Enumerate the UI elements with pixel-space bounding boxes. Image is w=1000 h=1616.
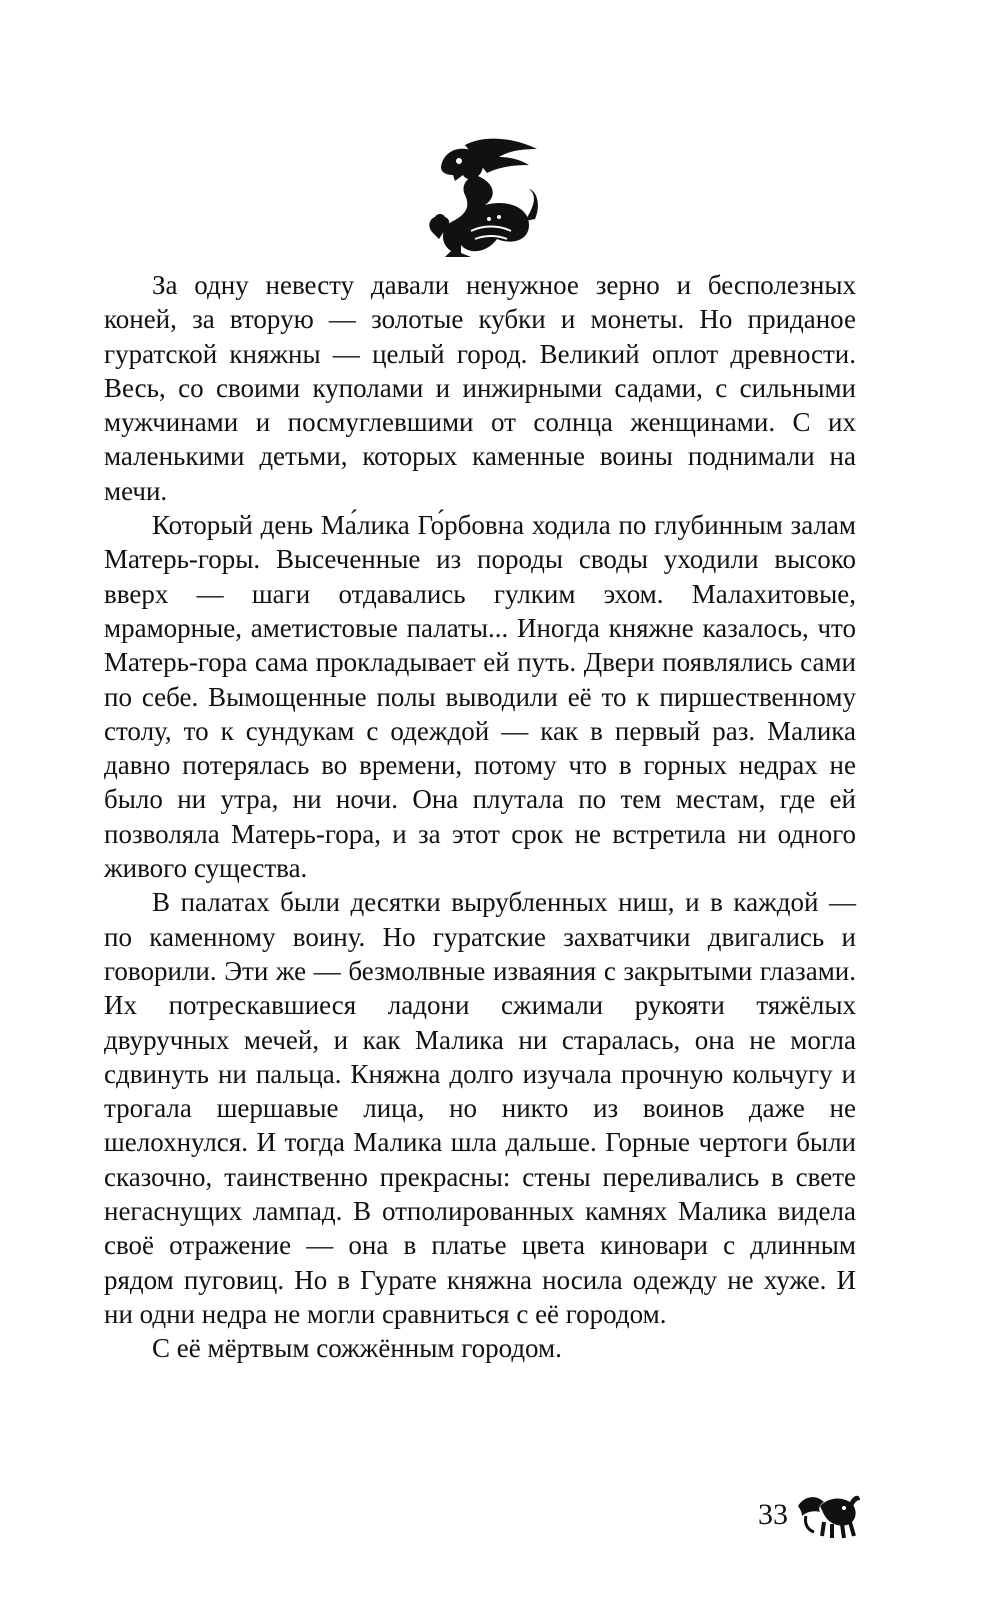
small-dragon-icon	[794, 1488, 862, 1542]
paragraph: За одну невесту давали ненужное зерно и бесполезных коней, за вторую — золотые кубки и монеты. Но приданое гуратской княжны — целый город. Великий оплот древности. Весь, со своими куполами и инжирными садами, с сильными мужчинами и посмуглевшими от солнца женщинами. С их маленькими детьми, которых каменные воины поднимали на мечи.	[104, 270, 856, 506]
paragraph: Который день Ма́лика Го́рбовна ходила по глубинным залам Матерь-горы. Высеченные из породы своды уходили высоко вверх — шаги отдавались гулким эхом. Малахитовые, мраморные, аметистовые палаты... Иногда княжне казалось, что Матерь-гора сама прокладывает ей путь. Двери появлялись сами по себе. Вымощенные полы выводили её то к пиршественному столу, то к сундукам с одеждой — как в первый раз. Малика давно потерялась во времени, потому что в горных недрах не было ни утра, ни ночи. Она плутала по тем местам, где ей позволяла Матерь-гора, и за этот срок не встретила ни одного живого существа.	[104, 510, 856, 884]
paragraph: С её мёртвым сожжённым городом.	[152, 1333, 562, 1364]
winged-dragon-icon	[425, 135, 540, 260]
chapter-text	[104, 268, 856, 1366]
page-number: 33	[758, 1498, 788, 1531]
paragraph: В палатах были десятки вырубленных ниш, и в каждой — по каменному воину. Но гуратские захватчики двигались и говорили. Эти же — безмолвные изваяния с закрытыми глазами. Их потрескавшиеся ладони сжимали рукояти тяжёлых двуручных мечей, и как Малика ни старалась, она не могла сдвинуть ни пальца. Княжна долго изучала прочную кольчугу и трогала шершавые лица, но никто из воинов даже не шелохнулся. И тогда Малика шла дальше. Горные чертоги были сказочно, таинственно прекрасны: стены переливались в свете негаснущих лампад. В отполированных камнях Малика видела своё отражение — она в платье цвета киновари с длинным рядом пуговиц. Но в Гурате княжна носила одежду не хуже. И ни одни недра не могли сравниться с её городом.	[104, 887, 856, 1329]
page-footer	[758, 1488, 862, 1542]
